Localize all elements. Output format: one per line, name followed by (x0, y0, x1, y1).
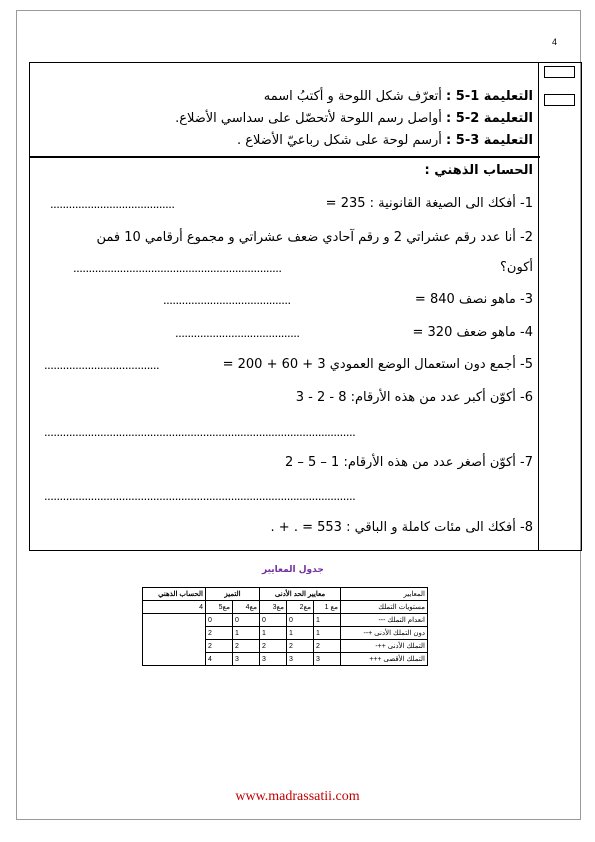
table-cell: 3 (287, 653, 314, 666)
table-cell: 2 (314, 640, 341, 653)
question-4: 4- ماهو ضعف 320 = (412, 325, 533, 340)
table-cell: المعايير (341, 588, 428, 601)
question-6: 6- أكوّن أكبر عدد من هذه الأرقام: 8 - 2 - 3 (295, 390, 533, 405)
criteria-table (142, 587, 428, 666)
score-box-2[interactable] (544, 94, 575, 106)
table-cell: التميز (206, 588, 260, 601)
table-cell (143, 627, 206, 640)
table-cell: 0 (233, 614, 260, 627)
answer-line-4[interactable]: ........................................ (175, 325, 300, 340)
question-3: 3- ماهو نصف 840 = (414, 292, 533, 307)
table-cell: مع2 (287, 601, 314, 614)
table-cell: مع5 (206, 601, 233, 614)
table-cell: الحساب الذهني (143, 588, 206, 601)
instruction-1 (264, 89, 533, 104)
table-cell: 4 (143, 601, 206, 614)
table-cell: 1 (233, 627, 260, 640)
question-8: 8- أفكك الى مئات كاملة و الباقي : 553 = . + . (270, 520, 533, 535)
table-cell: 0 (260, 614, 287, 627)
table-cell: 2 (260, 640, 287, 653)
page-number: 4 (552, 37, 558, 47)
table-cell: 3 (260, 653, 287, 666)
table-cell: مع4 (233, 601, 260, 614)
answer-line-2[interactable]: ................................................................... (73, 260, 282, 275)
question-5: 5- أجمع دون استعمال الوضع العمودي 3 + 60 + 200 = (222, 357, 533, 372)
answer-line-6[interactable]: .................................................................................................... (44, 424, 356, 439)
answer-line-5[interactable]: ..................................... (44, 357, 160, 372)
instruction-label: التعليمة 3-5 : (446, 133, 533, 148)
instruction-label: التعليمة 1-5 : (446, 89, 533, 104)
table-cell: 3 (233, 653, 260, 666)
table-cell: 1 (287, 627, 314, 640)
table-cell: مستويات التملك (341, 601, 428, 614)
instruction-text: أرسم لوحة على شكل رباعيّ الأضلاع . (237, 133, 442, 148)
table-cell: 0 (206, 614, 233, 627)
instruction-text: أتعرّف شكل اللوحة و أكتبُ اسمه (263, 89, 442, 104)
answer-line-3[interactable]: ......................................... (163, 292, 291, 307)
question-2-cont: أكون؟ (500, 260, 533, 275)
instruction-label: التعليمة 2-5 : (446, 111, 533, 126)
table-cell: مع 1 (314, 601, 341, 614)
table-cell: 2 (287, 640, 314, 653)
table-cell: التملك الأقصى +++ (341, 653, 428, 666)
table-cell: 1 (314, 614, 341, 627)
table-cell: 2 (233, 640, 260, 653)
table-cell: انعدام التملك --- (341, 614, 428, 627)
question-1: 1- أفكك الى الصيغة القانونية : 235 = (325, 196, 533, 211)
criteria-title: جدول المعايير (262, 565, 324, 575)
table-cell (143, 614, 206, 627)
table-row (143, 627, 428, 640)
question-7: 7- أكوّن أصغر عدد من هذه الأرقام: 1 – 5 – 2 (284, 455, 533, 470)
table-cell: التملك الأدنى ++- (341, 640, 428, 653)
table-cell: 4 (206, 653, 233, 666)
section-divider (29, 156, 540, 158)
table-cell (143, 640, 206, 653)
answer-line-7[interactable]: .................................................................................................... (44, 488, 356, 503)
table-cell: 0 (287, 614, 314, 627)
table-row (143, 653, 428, 666)
instruction-text: أواصل رسم اللوحة لأتحصّل على سداسي الأضلاع. (175, 111, 442, 126)
score-box-1[interactable] (544, 66, 575, 78)
table-cell: 1 (314, 627, 341, 640)
table-cell: 3 (314, 653, 341, 666)
table-cell: معايير الحد الأدنى (260, 588, 341, 601)
table-cell: مع3 (260, 601, 287, 614)
table-cell: 2 (206, 627, 233, 640)
mental-math-heading: الحساب الذهني : (424, 163, 533, 178)
footer-link[interactable]: www.madrassatii.com (235, 789, 360, 804)
table-cell: 2 (206, 640, 233, 653)
instruction-2 (175, 111, 533, 126)
instruction-3 (237, 133, 533, 148)
table-row (143, 588, 428, 601)
table-row (143, 640, 428, 653)
score-column-divider (538, 62, 539, 551)
question-2: 2- أنا عدد رقم عشراتي 2 و رقم آحادي ضعف عشراتي و مجموع أرقامي 10 فمن (96, 230, 533, 245)
table-row (143, 614, 428, 627)
table-cell: دون التملك الأدنى +-- (341, 627, 428, 640)
table-cell (143, 653, 206, 666)
table-row (143, 601, 428, 614)
answer-line-1[interactable]: ........................................ (50, 196, 175, 211)
table-cell: 1 (260, 627, 287, 640)
